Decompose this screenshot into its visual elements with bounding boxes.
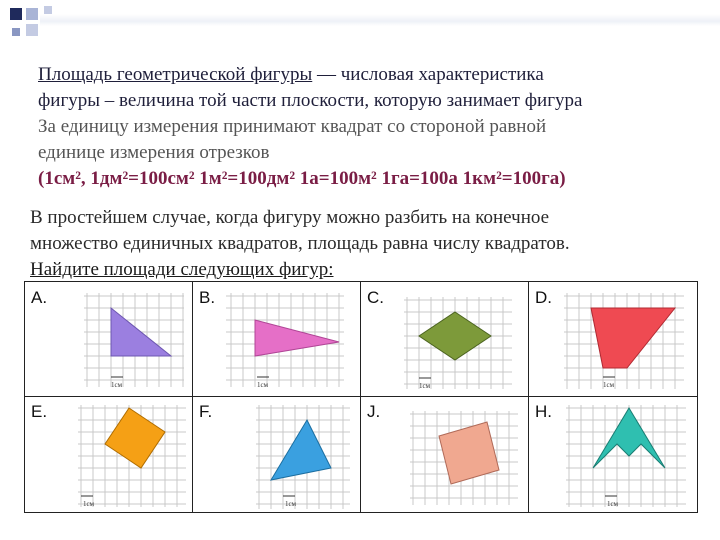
figures-table bbox=[24, 281, 698, 513]
figure-label-d: D. bbox=[535, 288, 552, 307]
figure-b-unit: 1см bbox=[257, 381, 269, 388]
corner-square-light bbox=[44, 6, 52, 14]
figure-f-shape bbox=[271, 420, 331, 480]
table-divider bbox=[25, 396, 697, 397]
figure-d-shape bbox=[591, 308, 675, 368]
definition-line-3: За единицу измерения принимают квадрат со стороной равной bbox=[38, 116, 547, 137]
corner-square-light bbox=[26, 8, 38, 20]
table-divider bbox=[528, 282, 529, 512]
figure-label-e: E. bbox=[31, 402, 48, 421]
definition-line-1: Площадь геометрической фигуры — числовая характеристика bbox=[38, 64, 544, 85]
figure-f-unit: 1см bbox=[285, 500, 297, 508]
figure-c-shape bbox=[419, 312, 491, 360]
figure-b-grid bbox=[225, 292, 345, 388]
figure-c-unit: 1см bbox=[419, 382, 431, 390]
figure-j-shape bbox=[439, 422, 499, 484]
figure-label-h: H. bbox=[535, 402, 552, 421]
units-line: (1см², 1дм²=100см² 1м²=100дм² 1а=100м² 1га=100а 1км²=100га) bbox=[38, 168, 566, 189]
figure-e-unit: 1см bbox=[83, 500, 95, 508]
figure-a-unit: 1см bbox=[111, 381, 123, 388]
figure-d-unit: 1см bbox=[603, 381, 615, 389]
definition-line-4: единице измерения отрезков bbox=[38, 142, 270, 163]
figure-e-shape bbox=[105, 408, 165, 468]
header-track bbox=[40, 14, 720, 26]
figure-h-grid bbox=[565, 404, 687, 508]
figure-e-grid bbox=[77, 404, 187, 508]
figure-j-grid bbox=[409, 410, 519, 506]
definition-block bbox=[38, 62, 698, 192]
figure-label-f: F. bbox=[199, 402, 213, 421]
explanation-line-2: множество единичных квадратов, площадь равна числу квадратов. bbox=[30, 233, 570, 254]
definition-line-2: фигуры – величина той части плоскости, которую занимает фигура bbox=[38, 90, 583, 111]
figure-label-j: J. bbox=[367, 402, 381, 421]
figure-label-b: B. bbox=[199, 288, 216, 307]
figure-d-grid bbox=[563, 292, 685, 390]
explanation-line-1: В простейшем случае, когда фигуру можно разбить на конечное bbox=[30, 207, 550, 228]
corner-square-dark bbox=[10, 8, 22, 20]
figure-f-grid bbox=[255, 404, 351, 510]
figure-a-grid bbox=[83, 292, 185, 388]
figure-b-shape bbox=[255, 320, 339, 356]
corner-square-dark bbox=[12, 28, 20, 36]
table-divider bbox=[360, 282, 361, 512]
figure-label-c: C. bbox=[367, 288, 384, 307]
corner-square-light bbox=[26, 24, 38, 36]
figure-h-unit: 1см bbox=[607, 500, 619, 508]
figure-label-a: A. bbox=[31, 288, 48, 307]
figure-c-grid bbox=[403, 296, 513, 390]
explanation-block bbox=[30, 205, 710, 283]
task-line: Найдите площади следующих фигур: bbox=[30, 259, 334, 280]
table-divider bbox=[192, 282, 193, 512]
term: Площадь геометрической фигуры bbox=[38, 64, 313, 85]
